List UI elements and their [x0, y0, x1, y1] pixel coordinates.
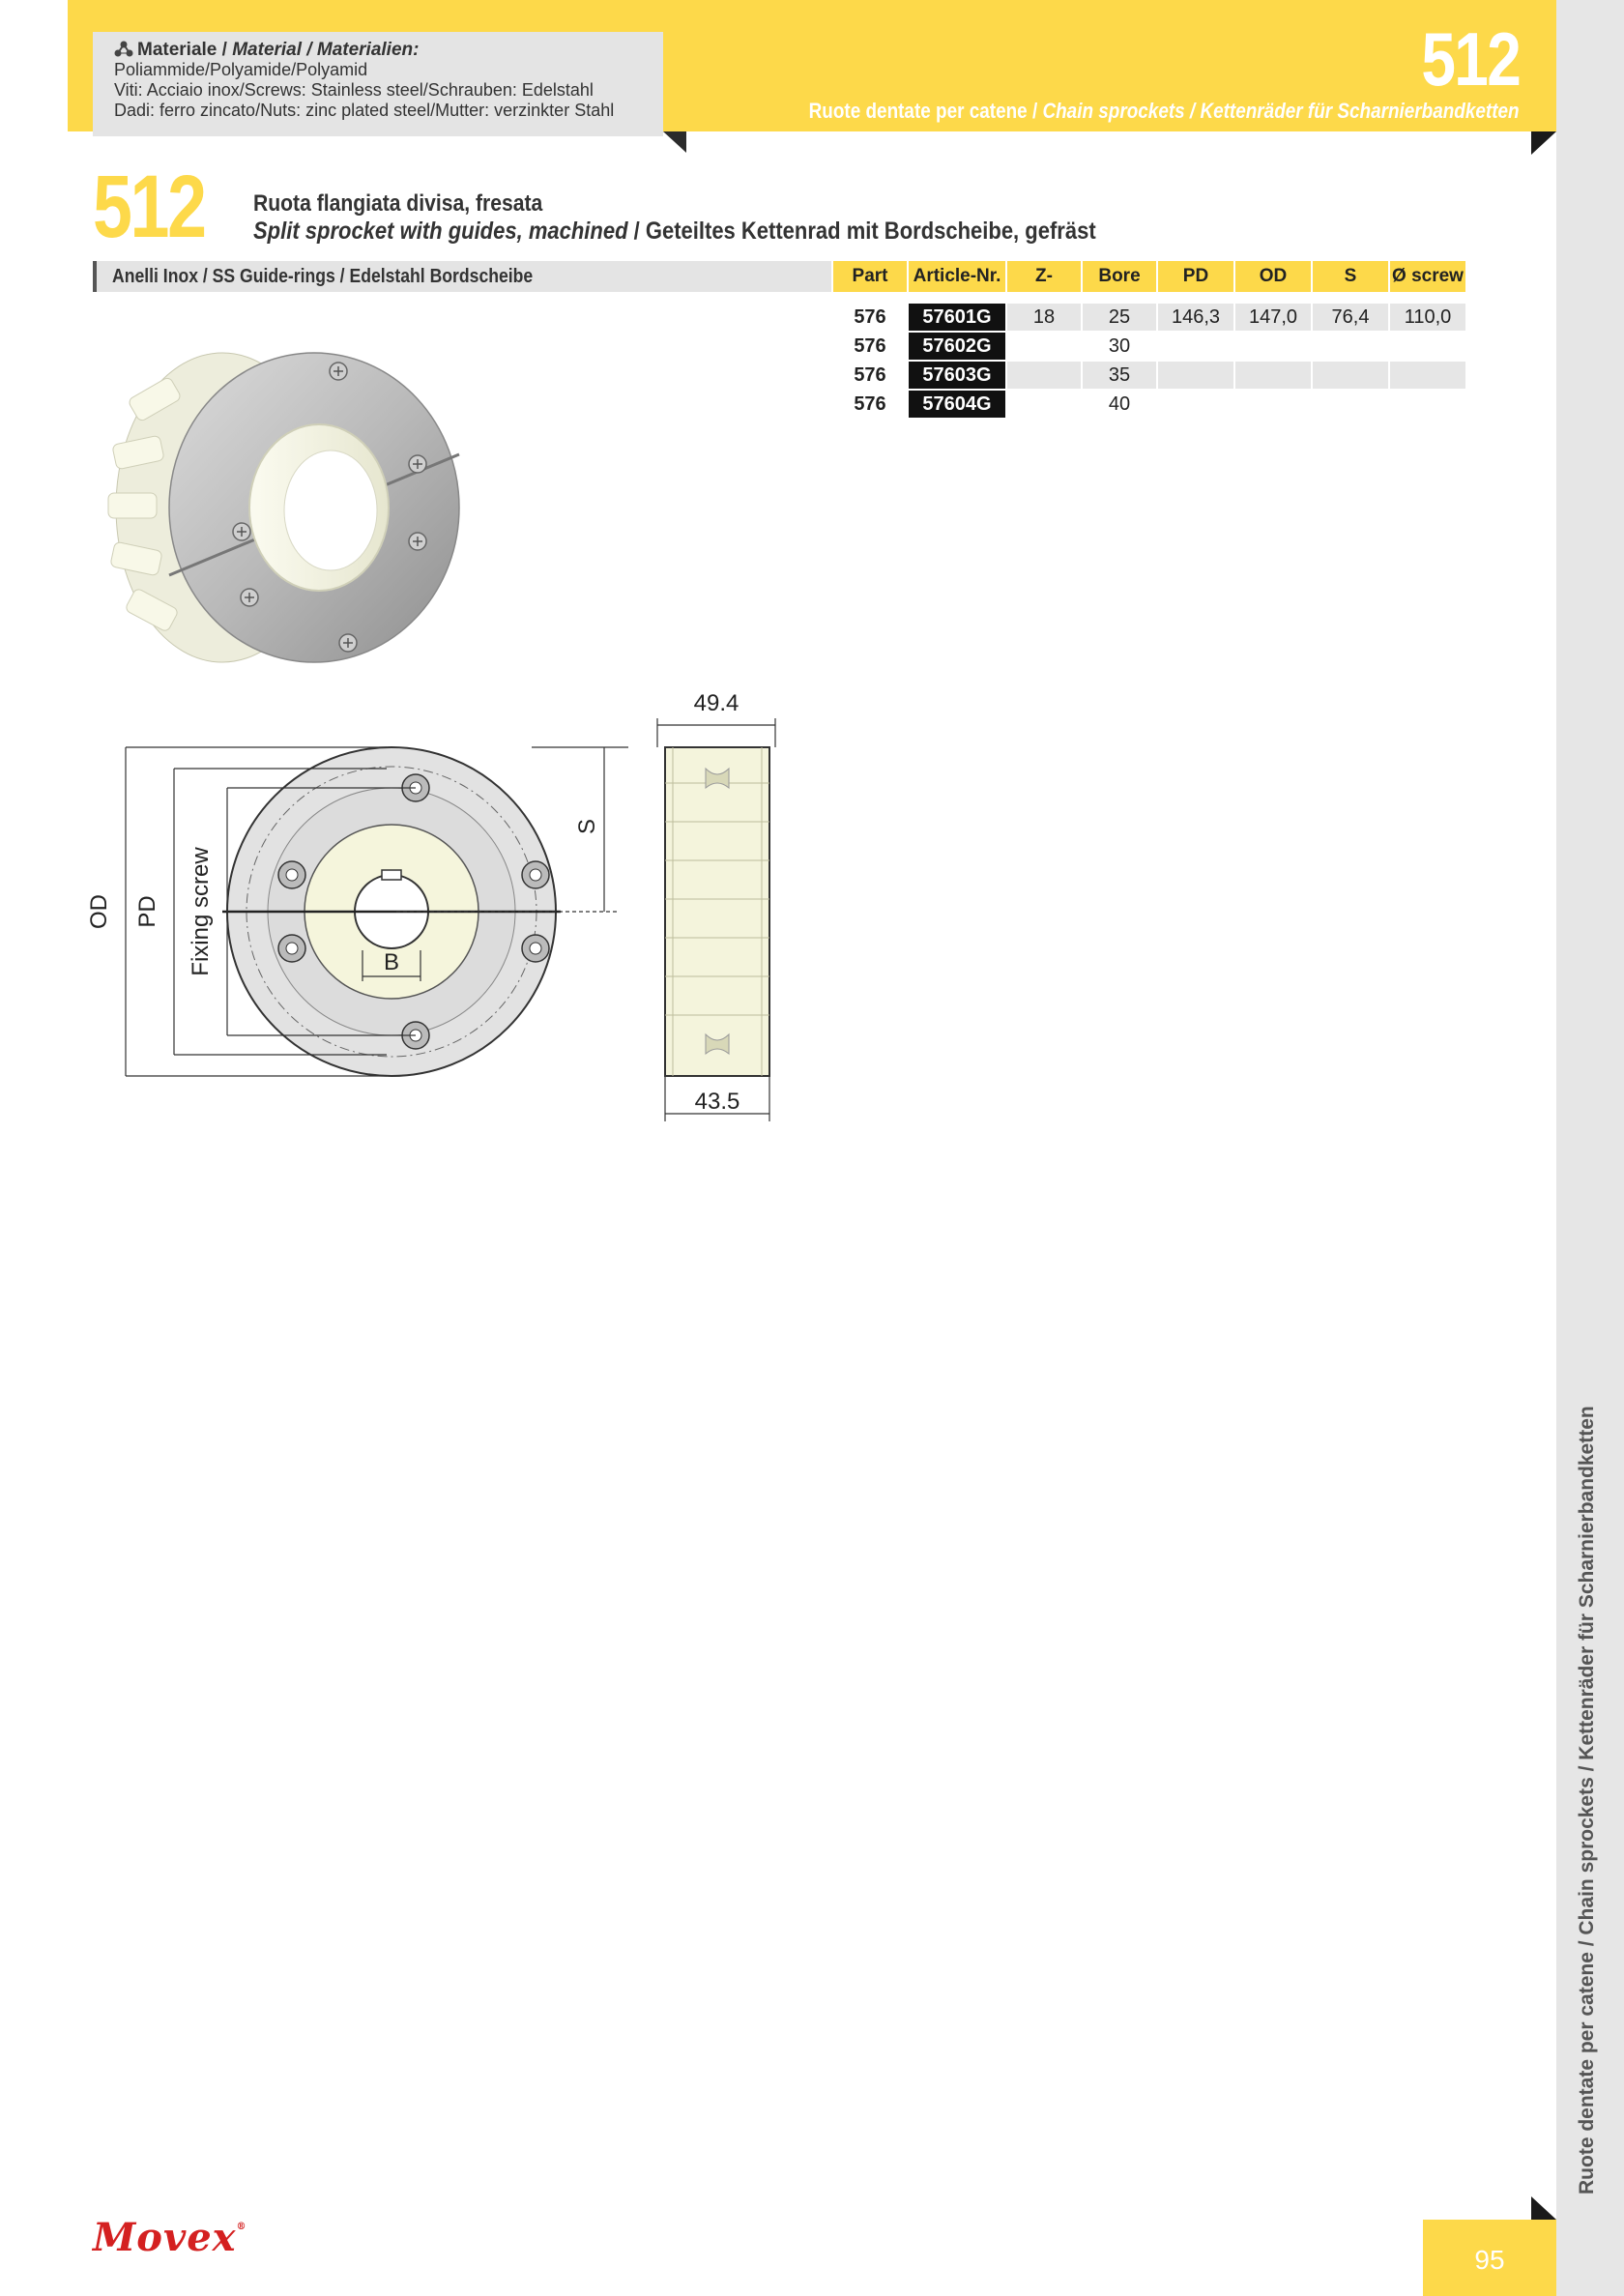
cell-part: 576 [833, 304, 907, 333]
cell-pd [1158, 333, 1233, 362]
cell-screw [1390, 362, 1465, 391]
materials-line-polyamide: Poliammide/Polyamide/Polyamid [114, 60, 368, 79]
cell-z [1007, 391, 1081, 420]
cell-screw [1390, 333, 1465, 362]
product-title-en: Split sprocket with guides, machined [253, 218, 628, 245]
cell-part: 576 [833, 391, 907, 420]
dim-label-fixing-screw: Fixing screw [188, 847, 214, 976]
cell-article: 57602G [909, 333, 1005, 362]
table-row [833, 391, 1465, 420]
header-subtitle [809, 99, 1520, 124]
cell-s [1313, 333, 1388, 362]
header-bore: Bore [1083, 261, 1156, 292]
header-pd: PD [1158, 261, 1233, 292]
page-number-box [1423, 2220, 1556, 2296]
materials-line-screws: Viti: Acciaio inox/Screws: Stainless steel/Schrauben: Edelstahl [114, 80, 594, 100]
cell-article: 57603G [909, 362, 1005, 391]
product-title-it: Ruota flangiata divisa, fresata [253, 190, 543, 217]
side-view [665, 747, 769, 1076]
side-vertical-text: Ruote dentate per catene / Chain sprockets / Kettenräder für Scharnierbandketten [1576, 1406, 1598, 2194]
materials-title-it: Materiale / [137, 40, 233, 60]
cell-bore: 25 [1083, 304, 1156, 333]
header-z: Z- [1007, 261, 1081, 292]
product-title-en-de [253, 218, 1096, 246]
cell-bore: 30 [1083, 333, 1156, 362]
cell-bore: 35 [1083, 362, 1156, 391]
technical-drawing [68, 677, 802, 1150]
dim-label-od: OD [86, 894, 112, 929]
materials-title-en: Material [232, 40, 303, 60]
cell-screw [1390, 391, 1465, 420]
cell-pd: 146,3 [1158, 304, 1233, 333]
dim-label-pd: PD [134, 895, 160, 928]
section-label: Anelli Inox / SS Guide-rings / Edelstahl Bordscheibe [112, 266, 534, 287]
brand-logo [93, 2215, 247, 2260]
table-row [833, 333, 1465, 362]
dim-value-top: 49.4 [693, 690, 740, 716]
product-code: 512 [93, 158, 205, 256]
cell-od [1235, 391, 1311, 420]
cell-z: 18 [1007, 304, 1081, 333]
cell-z [1007, 333, 1081, 362]
cell-pd [1158, 362, 1233, 391]
cell-od: 147,0 [1235, 304, 1311, 333]
table-row [833, 304, 1465, 333]
cell-z [1007, 362, 1081, 391]
section-bar [93, 261, 831, 292]
cell-pd [1158, 391, 1233, 420]
dim-label-b: B [383, 949, 400, 975]
front-view [222, 747, 561, 1076]
spec-table [831, 261, 1467, 420]
molecule-icon [114, 40, 133, 57]
header-subtitle-sep: / [1185, 99, 1201, 123]
page-number: 95 [1474, 2245, 1505, 2275]
materials-corner-marker [663, 131, 686, 153]
brand-name: Movex [93, 2215, 237, 2260]
materials-title-de: Materialien: [316, 40, 420, 60]
cell-article: 57604G [909, 391, 1005, 420]
materials-title-sep: / [302, 40, 317, 60]
product-title-de: / Geteiltes Kettenrad mit Bordscheibe, gefräst [627, 218, 1096, 245]
cell-od [1235, 362, 1311, 391]
materials-panel [93, 32, 663, 136]
header-subtitle-en: Chain sprockets [1042, 99, 1186, 123]
header-article: Article-Nr. [909, 261, 1005, 292]
cell-bore: 40 [1083, 391, 1156, 420]
header-section-code: 512 [1421, 16, 1520, 102]
header-subtitle-it: Ruote dentate per catene / [809, 99, 1043, 123]
header-screw: Ø screw [1390, 261, 1465, 292]
materials-line-nuts: Dadi: ferro zincato/Nuts: zinc plated steel/Mutter: verzinkter Stahl [114, 101, 615, 120]
registered-mark-icon: ® [236, 2222, 247, 2232]
cell-part: 576 [833, 333, 907, 362]
cell-s [1313, 391, 1388, 420]
table-header-row [833, 261, 1465, 292]
table-row [833, 362, 1465, 391]
side-bottom-corner-marker [1531, 2196, 1556, 2220]
cell-article: 57601G [909, 304, 1005, 333]
header-od: OD [1235, 261, 1311, 292]
header-subtitle-de: Kettenräder für Scharnierbandketten [1200, 99, 1520, 123]
cell-screw: 110,0 [1390, 304, 1465, 333]
header-part: Part [833, 261, 907, 292]
product-photo [106, 348, 474, 686]
dim-label-s: S [574, 818, 600, 835]
cell-part: 576 [833, 362, 907, 391]
cell-od [1235, 333, 1311, 362]
cell-s [1313, 362, 1388, 391]
header-corner-marker [1531, 131, 1556, 155]
cell-s: 76,4 [1313, 304, 1388, 333]
header-s: S [1313, 261, 1388, 292]
dim-value-bottom: 43.5 [694, 1089, 740, 1115]
materials-title [114, 40, 663, 60]
